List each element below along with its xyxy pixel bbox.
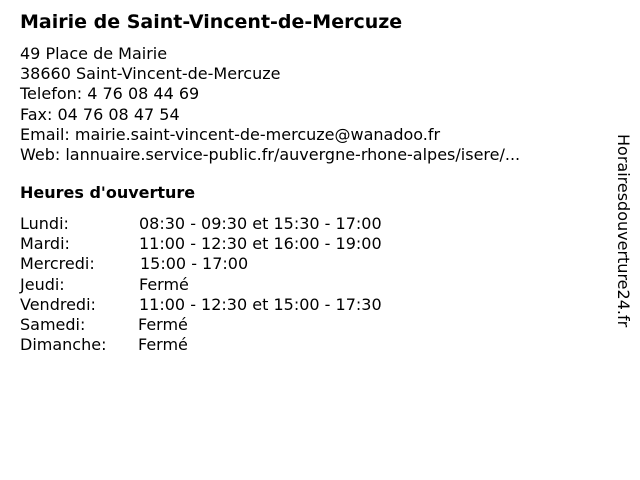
time-value: 08:30 - 09:30 et 15:30 - 17:00: [139, 214, 382, 233]
day-label: Lundi:: [20, 214, 69, 233]
time-value: Fermé: [139, 274, 189, 294]
time-value: Fermé: [138, 314, 188, 334]
phone-number: Telefon: 4 76 08 44 69: [20, 84, 200, 104]
time-value: Fermé: [138, 335, 188, 355]
website-url: Web: lannuaire.service-public.fr/auvergne-rhone-alpes/isere/...: [20, 145, 521, 165]
address-block: [20, 44, 520, 165]
address-city: 38660 Saint-Vincent-de-Mercuze: [20, 64, 281, 84]
time-value: 15:00 - 17:00: [140, 254, 249, 274]
fax-number: Fax: 04 76 08 47 54: [20, 104, 180, 124]
day-label: Jeudi:: [20, 274, 65, 294]
email-address: Email: mairie.saint-vincent-de-mercuze@wanadoo.fr: [20, 124, 441, 144]
time-value: 11:00 - 12:30 et 15:00 - 17:30: [139, 294, 382, 314]
day-label: Samedi:: [20, 314, 86, 334]
side-brand-watermark: Horairesdouverture24.fr: [614, 134, 633, 328]
day-label: Mardi:: [20, 234, 70, 254]
hours-heading: Heures d'ouverture: [20, 183, 196, 202]
address-street: 49 Place de Mairie: [20, 44, 168, 63]
time-value: 11:00 - 12:30 et 16:00 - 19:00: [139, 234, 382, 254]
day-label: Vendredi:: [20, 294, 96, 314]
day-label: Mercredi:: [20, 254, 95, 274]
page-title: Mairie de Saint-Vincent-de-Mercuze: [20, 11, 403, 33]
day-label: Dimanche:: [20, 335, 107, 355]
